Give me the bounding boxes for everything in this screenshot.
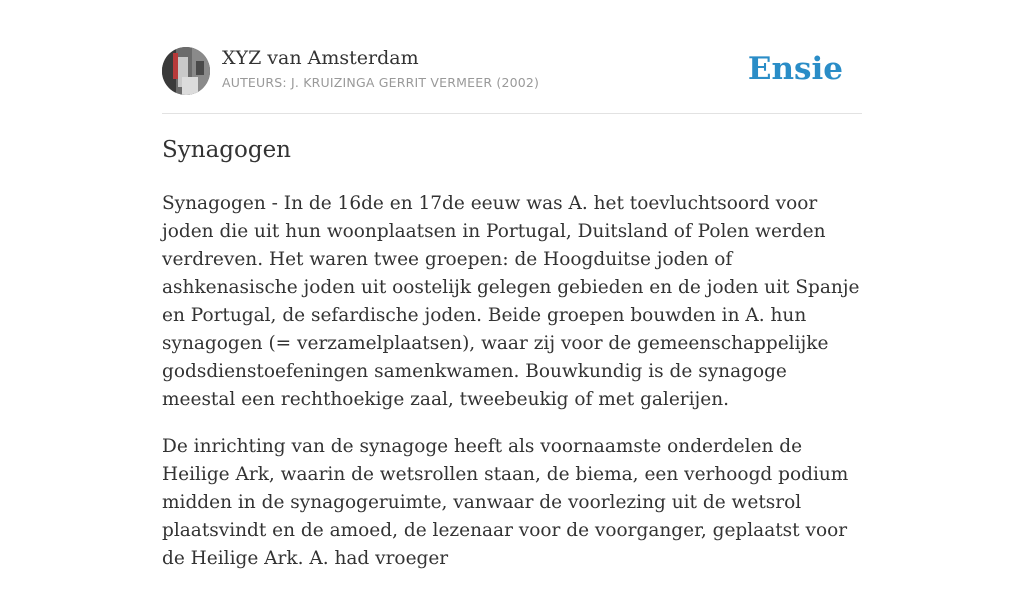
entry-body bbox=[162, 190, 862, 592]
header-divider bbox=[162, 113, 862, 114]
book-title[interactable]: XYZ van Amsterdam bbox=[222, 47, 419, 69]
book-header bbox=[162, 44, 862, 114]
book-authors: AUTEURS: J. KRUIZINGA GERRIT VERMEER (2002) bbox=[222, 75, 540, 90]
entry-title: Synagogen bbox=[162, 137, 291, 163]
book-cover-photo-icon bbox=[162, 47, 210, 95]
entry-paragraph: Synagogen - In de 16de en 17de eeuw was A. het toevluchtsoord voor joden die uit hun woonplaatsen in Portugal, Duitsland of Polen werden verdreven. Het waren twee groepen: de Hoogduitse joden of ashkenasische joden uit oostelijk gelegen gebieden en de joden uit Spanje en Portugal, de sefardische joden. Beide groepen bouwden in A. hun synagogen (= verzamelplaatsen), waar zij voor de gemeenschappelijke godsdienstoefeningen samenkwamen. Bouwkundig is de synagoge meestal een rechthoekige zaal, tweebeukig of met galerijen. bbox=[162, 193, 860, 410]
entry-paragraph: De inrichting van de synagoge heeft als voornaamste onderdelen de Heilige Ark, waarin de wetsrollen staan, de biema, een verhoogd podium midden in de synagogeruimte, vanwaar de voorlezing uit de wetsrol plaatsvindt en de amoed, de lezenaar voor de voorganger, geplaatst voor de Heilige Ark. A. had vroeger bbox=[162, 436, 849, 569]
book-cover-avatar[interactable] bbox=[162, 47, 210, 95]
ensie-logo[interactable]: Ensie bbox=[747, 51, 843, 87]
